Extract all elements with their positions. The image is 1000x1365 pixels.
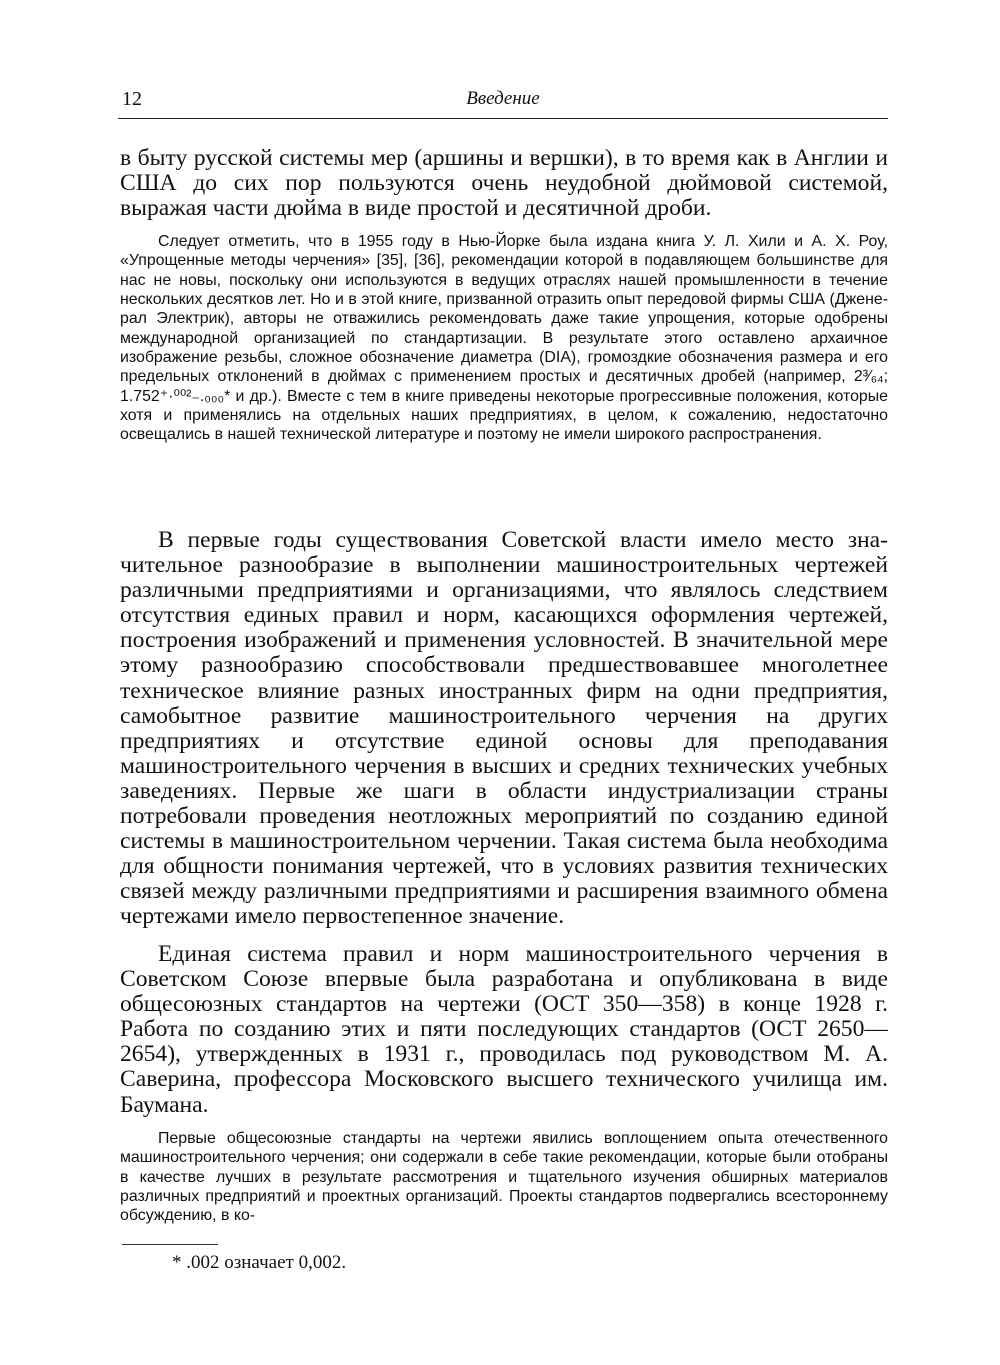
page-number: 12: [122, 88, 142, 110]
body-paragraph-3: Единая система правил и норм машиностроительного черчения в Советском Союзе впервые была разработана и опубликована в виде общесоюзных стандартов на чертежи (ОСТ 350—358) в конце 1928 г. Работа по созданию этих и пяти последующих стандартов (ОСТ 2650—2654), утвержденных в 1931 г., проводилась под руководством М. А. Саверина, профессора Московского высшего технического училища им. Баумана.: [120, 941, 888, 1118]
body-paragraph-2: В первые годы существования Советской власти имело место значительное разнообразие в выполнении машиностроительных чертежей различными предприятиями и организациями, что являлось следствием отсутствия единых правил и норм, касающихся оформления чертежей, построения изображений и применения условностей. В значительной мере этому разнообразию способствовали предшествовавшее многолетнее техническое влияние разных иностранных фирм на одни предприятия, самобытное развитие машиностроительного черчения на других предприятиях и отсутствие единой основы для преподавания машиностроительного черчения в высших и средних технических учебных заведениях. Первые же шаги в области индустриализации страны потребовали проведения неотложных мероприятий по созданию единой системы в машиностроительном черчении. Такая система была необходима для общности понимания чертежей, что в условиях развития технических связей между различными предприятиями и расширения взаимного обмена чертежами имело первостепенное значение.: [120, 527, 888, 930]
small-print-note-1: Следует отметить, что в 1955 году в Нью-Йорке была издана книга У. Л. Хили и А. Х. Роу, «Упрощенные методы черчения» [35], [36], рекомендации которой в подавляющем большинстве для нас не новы, поскольку они используются в ведущих отраслях нашей промышленности в течение нескольких десятков лет. Но и в этой книге, призванной отразить опыт передовой фирмы США (Дженерал Электрик), авторы не отважились рекомендовать даже такие упрощения, которые одобрены международной организацией по стандартизации. В результате этого оставлено архаичное изображение резьбы, сложное обозначение диаметра (DIA), громоздкие обозначения размера и его предельных отклонений в дюймах с применением простых и десятичных дробей (например, 2³⁄₆₄; 1.752⁺·⁰⁰²₋.₀₀₀* и др.). Вместе с тем в книге приведены некоторые прогрессивные положения, которые хотя и применялись на отдельных наших предприятиях, в целом, к сожалению, недостаточно освещались в нашей технической литературе и поэтому не имели широкого распространения.: [120, 233, 888, 444]
footnote: * .002 означает 0,002.: [172, 1252, 347, 1273]
small-print-note-2: Первые общесоюзные стандарты на чертежи явились воплощением опыта отечественного машиностроительного черчения; они содержали в себе такие рекомендации, которые были отобраны в качестве лучших в результате рассмотрения и тщательного изучения обширных материалов различных предприятий и проектных организаций. Проекты стандартов подвергались всестороннему обсуждению, в ко-: [120, 1130, 888, 1225]
footnote-rule: [122, 1244, 218, 1245]
header-rule: [118, 118, 888, 119]
running-title: Введение: [466, 88, 540, 109]
body-paragraph-1: в быту русской системы мер (аршины и вершки), в то время как в Англии и США до сих пор пользуются очень неудобной дюймовой системой, выражая части дюйма в виде простой и десятичной дроби.: [120, 145, 888, 222]
page-header: [118, 88, 888, 116]
